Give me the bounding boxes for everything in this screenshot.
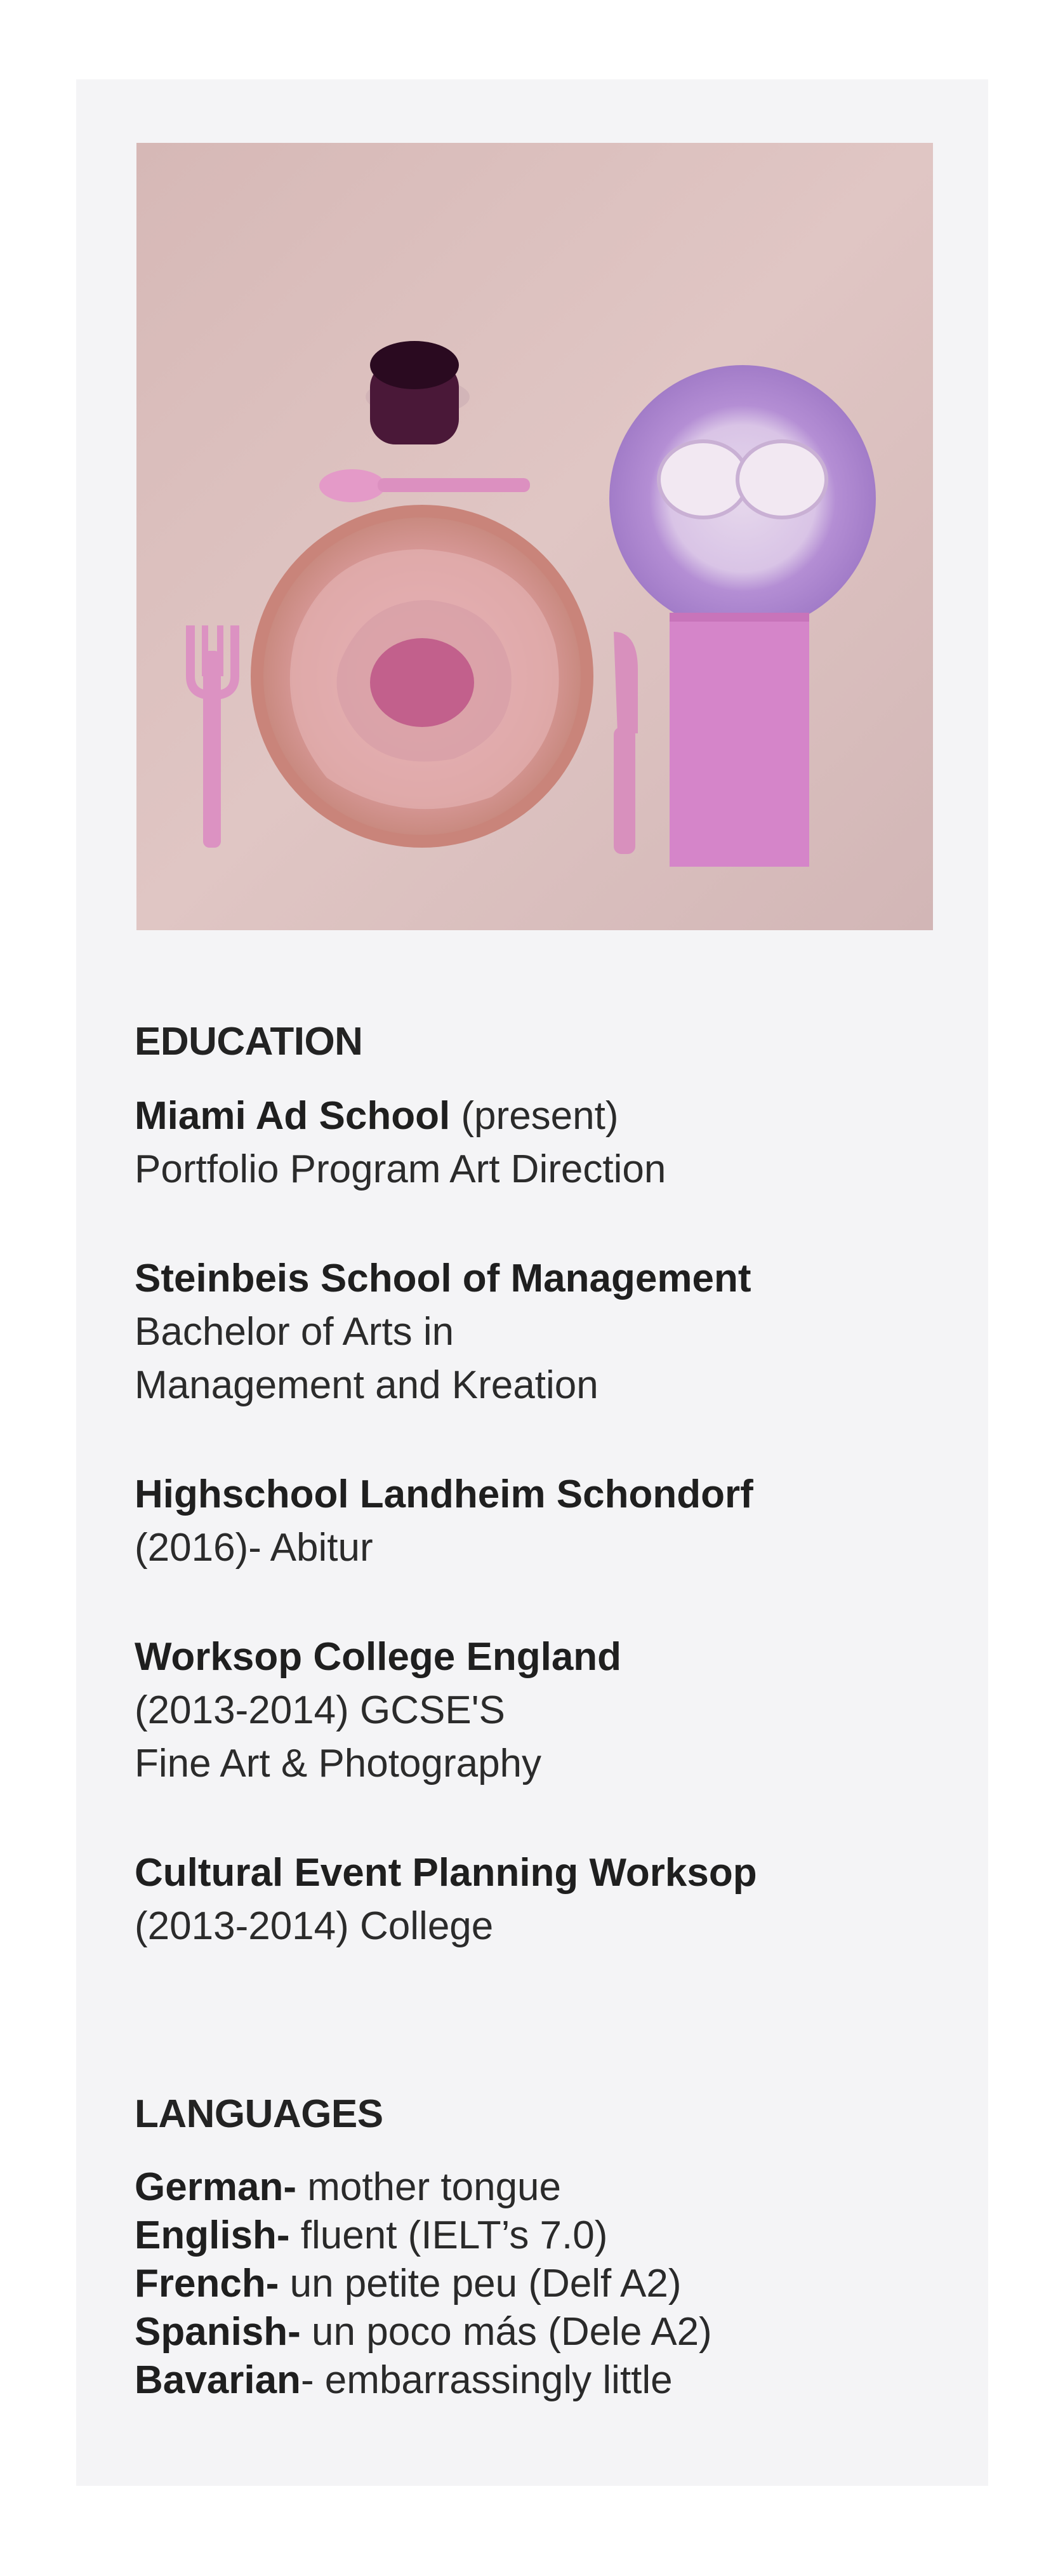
language-level: - embarrassingly little <box>300 2358 673 2402</box>
education-section <box>135 1019 960 1953</box>
place-setting-image <box>136 143 933 930</box>
school-name: Miami Ad School <box>135 1094 451 1138</box>
language-name: German- <box>135 2165 296 2209</box>
language-level: un poco más (Dele A2) <box>300 2310 712 2354</box>
school-name: Highschool Landheim Schondorf <box>135 1472 753 1516</box>
school-detail: (2013-2014) GCSE'S <box>135 1688 505 1732</box>
languages-section <box>135 2092 960 2405</box>
language-level: un petite peu (Delf A2) <box>279 2262 682 2306</box>
languages-list <box>135 2163 960 2405</box>
education-heading: EDUCATION <box>135 1020 363 1064</box>
language-level: mother tongue <box>296 2165 562 2209</box>
education-entry <box>135 1090 960 1196</box>
resume-content <box>135 1019 960 2405</box>
school-name: Steinbeis School of Management <box>135 1257 751 1300</box>
school-name: Worksop College England <box>135 1635 622 1679</box>
education-entry <box>135 1631 960 1791</box>
school-detail: (2013-2014) College <box>135 1904 494 1948</box>
resume-sheet <box>76 79 988 2486</box>
language-item <box>135 2260 960 2308</box>
language-name: Bavarian <box>135 2358 301 2402</box>
school-name: Cultural Event Planning Worksop <box>135 1851 757 1895</box>
language-item <box>135 2308 960 2356</box>
language-name: French- <box>135 2262 279 2306</box>
school-detail: Portfolio Program Art Direction <box>135 1147 666 1191</box>
school-detail: (2016)- Abitur <box>135 1526 373 1570</box>
language-item <box>135 2163 960 2212</box>
education-entry <box>135 1252 960 1412</box>
language-name: Spanish- <box>135 2310 301 2354</box>
place-setting-photo <box>136 143 933 930</box>
school-detail: Management and Kreation <box>135 1363 598 1407</box>
language-name: English- <box>135 2213 290 2257</box>
languages-heading: LANGUAGES <box>135 2092 383 2136</box>
education-entry <box>135 1846 960 1953</box>
school-detail: Bachelor of Arts in <box>135 1310 454 1354</box>
language-item <box>135 2356 960 2405</box>
school-detail: Fine Art & Photography <box>135 1742 542 1785</box>
language-level: fluent (IELT’s 7.0) <box>289 2213 608 2257</box>
education-entry <box>135 1468 960 1575</box>
school-suffix: (present) <box>450 1094 619 1138</box>
language-item <box>135 2212 960 2260</box>
